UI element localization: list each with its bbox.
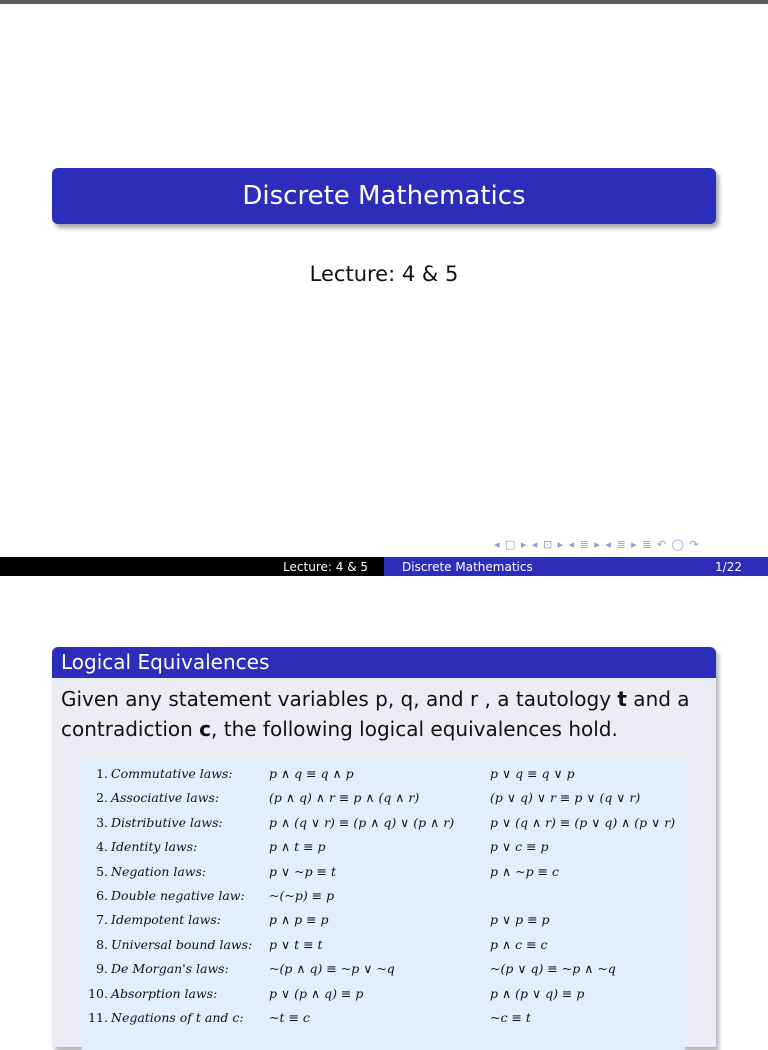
law-formula-right: p ∨ p ≡ p <box>490 912 550 928</box>
intro-part1: Given any statement variables p, q, and r , a tautology <box>61 687 618 711</box>
law-row <box>82 888 685 912</box>
law-number: 3. <box>96 814 108 830</box>
law-formula-right: p ∨ (q ∧ r) ≡ (p ∨ q) ∧ (p ∨ r) <box>490 814 676 830</box>
footer-lecture: Lecture: 4 & 5 <box>0 557 384 578</box>
slide-1 <box>0 4 768 576</box>
contradiction-symbol: c <box>199 717 212 741</box>
law-number: 6. <box>96 888 108 903</box>
law-number: 11. <box>88 1010 108 1025</box>
law-name: Associative laws: <box>111 790 220 806</box>
law-name: Commutative laws: <box>111 766 233 781</box>
block-title: Logical Equivalences <box>52 647 716 678</box>
law-name: De Morgan's laws: <box>111 961 229 977</box>
law-row <box>82 912 685 936</box>
footer-title: Discrete Mathematics <box>402 560 533 574</box>
law-formula-left: ~t ≡ c <box>269 1010 310 1025</box>
law-formula-left: p ∨ (p ∧ q) ≡ p <box>269 985 364 1001</box>
law-formula-left: ~(~p) ≡ p <box>269 888 335 903</box>
law-name: Distributive laws: <box>111 814 223 830</box>
law-row <box>82 790 685 814</box>
law-name: Absorption laws: <box>111 985 218 1001</box>
law-name: Double negative law: <box>111 888 245 903</box>
slide-2 <box>0 576 768 1024</box>
law-number: 2. <box>96 790 108 806</box>
footer-right <box>384 557 768 578</box>
law-number: 5. <box>96 863 108 879</box>
slide-footer <box>0 557 768 578</box>
law-number: 10. <box>88 985 108 1001</box>
footer-page-number: 1/22 <box>715 560 742 574</box>
law-name: Identity laws: <box>111 839 198 855</box>
law-formula-right: p ∧ c ≡ c <box>490 936 548 952</box>
law-formula-right: p ∧ ~p ≡ c <box>490 863 559 879</box>
law-row <box>82 839 685 863</box>
law-number: 7. <box>96 912 108 928</box>
law-formula-right: (p ∨ q) ∨ r ≡ p ∨ (q ∨ r) <box>490 790 641 806</box>
law-formula-right: ~(p ∨ q) ≡ ~p ∧ ~q <box>490 961 616 977</box>
law-formula-right: ~c ≡ t <box>490 1010 531 1025</box>
law-formula-left: (p ∧ q) ∧ r ≡ p ∧ (q ∧ r) <box>269 790 420 806</box>
slide-subtitle: Lecture: 4 & 5 <box>309 262 459 286</box>
intro-part2: and a contradiction <box>61 687 690 741</box>
law-name: Idempotent laws: <box>111 912 221 928</box>
law-row <box>82 961 685 985</box>
law-row <box>82 986 685 1010</box>
law-formula-left: p ∧ q ≡ q ∧ p <box>269 766 354 781</box>
law-row <box>82 937 685 961</box>
law-formula-left: p ∨ ~p ≡ t <box>269 863 337 879</box>
slide-title-box <box>52 168 716 224</box>
law-row <box>82 864 685 888</box>
laws-table <box>82 760 685 1050</box>
law-number: 8. <box>96 936 108 952</box>
law-formula-left: p ∨ t ≡ t <box>269 936 323 952</box>
beamer-navigation-icons[interactable]: ◂ □ ▸ ◂ ⊡ ▸ ◂ ≣ ▸ ◂ ≣ ▸ ≣ ↶ ◯ ↷ <box>494 538 700 551</box>
law-row <box>82 815 685 839</box>
law-name: Universal bound laws: <box>111 936 253 952</box>
law-formula-left: ~(p ∧ q) ≡ ~p ∨ ~q <box>269 961 395 977</box>
law-name: Negations of t and c: <box>111 1010 244 1025</box>
law-formula-right: p ∧ (p ∨ q) ≡ p <box>490 985 585 1001</box>
law-formula-right: p ∨ c ≡ p <box>490 839 549 855</box>
law-formula-left: p ∧ (q ∨ r) ≡ (p ∧ q) ∨ (p ∧ r) <box>269 814 455 830</box>
law-row <box>82 1010 685 1034</box>
law-formula-right: p ∨ q ≡ q ∨ p <box>490 766 575 781</box>
law-number: 1. <box>96 766 108 781</box>
law-formula-left: p ∧ p ≡ p <box>269 912 329 928</box>
slide-title: Discrete Mathematics <box>242 181 526 211</box>
block-intro-text <box>52 678 716 744</box>
tautology-symbol: t <box>617 687 627 711</box>
law-name: Negation laws: <box>111 863 207 879</box>
law-formula-left: p ∧ t ≡ p <box>269 839 326 855</box>
law-number: 9. <box>96 961 108 977</box>
law-number: 4. <box>96 839 108 855</box>
intro-part3: , the following logical equivalences hold. <box>211 717 618 741</box>
logical-equivalences-block <box>52 647 716 1047</box>
law-row <box>82 766 685 790</box>
